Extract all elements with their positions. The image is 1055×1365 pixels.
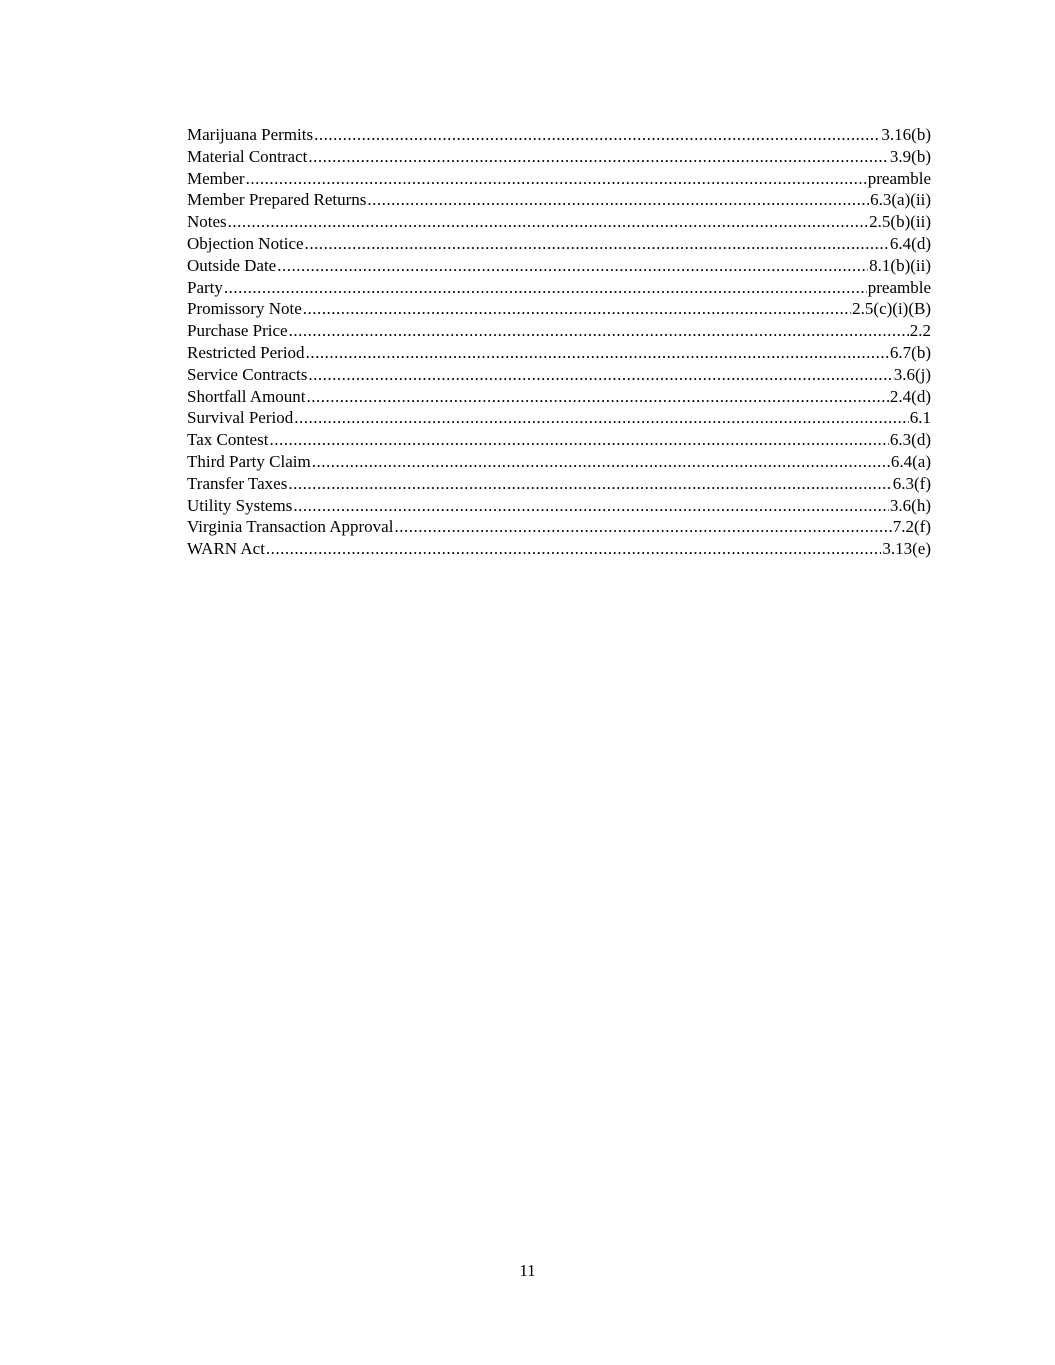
dot-leader: [367, 189, 869, 211]
index-section-ref: 3.16(b): [881, 125, 931, 144]
dot-leader: [308, 364, 892, 386]
index-term: Notes: [187, 212, 227, 232]
index-section-ref: 6.3(d): [889, 430, 931, 450]
index-entry: [187, 277, 931, 299]
index-term: Restricted Period: [187, 342, 305, 362]
dot-leader: [307, 386, 889, 408]
dot-leader: [277, 255, 868, 277]
index-term: Marijuana Permits: [187, 125, 314, 144]
index-section-ref: 6.4(d): [889, 233, 931, 253]
index-term: Member: [187, 168, 245, 188]
index-term: Survival Period: [187, 408, 294, 428]
index-entry: [187, 146, 931, 168]
index-term: Outside Date: [187, 255, 277, 275]
index-section-ref: 3.6(h): [889, 495, 931, 515]
dot-leader: [306, 342, 889, 364]
index-section-ref: 6.3(a)(ii): [870, 190, 931, 210]
index-entry: [187, 124, 931, 146]
dot-leader: [266, 538, 881, 560]
index-entry: [187, 189, 931, 211]
dot-leader: [394, 516, 891, 538]
index-section-ref: 2.5(b)(ii): [869, 212, 931, 232]
defined-terms-index: [187, 124, 931, 560]
index-section-ref: 2.5(c)(i)(B): [852, 299, 931, 319]
index-entry: [187, 168, 931, 190]
index-section-ref: preamble: [867, 168, 931, 188]
dot-leader: [294, 407, 909, 429]
index-section-ref: 6.3(f): [892, 473, 931, 493]
index-entry: [187, 386, 931, 408]
dot-leader: [269, 429, 888, 451]
dot-leader: [303, 298, 851, 320]
dot-leader: [224, 277, 867, 299]
index-section-ref: 7.2(f): [892, 517, 931, 537]
dot-leader: [312, 451, 890, 473]
index-section-ref: 3.9(b): [889, 146, 931, 166]
index-section-ref: preamble: [867, 277, 931, 297]
index-term: Service Contracts: [187, 364, 308, 384]
index-term: Objection Notice: [187, 233, 304, 253]
dot-leader: [288, 473, 891, 495]
index-section-ref: 6.4(a): [890, 451, 931, 471]
index-entry: [187, 211, 931, 233]
index-term: Purchase Price: [187, 321, 288, 341]
index-section-ref: 2.2: [909, 321, 931, 341]
index-entry: [187, 320, 931, 342]
index-term: Member Prepared Returns: [187, 190, 367, 210]
dot-leader: [246, 168, 867, 190]
dot-leader: [228, 211, 868, 233]
index-term: WARN Act: [187, 539, 265, 559]
index-term: Promissory Note: [187, 299, 302, 319]
dot-leader: [293, 495, 889, 517]
index-entry: [187, 255, 931, 277]
index-term: Party: [187, 277, 223, 297]
index-term: Material Contract: [187, 146, 308, 166]
index-entry: [187, 407, 931, 429]
index-entry: [187, 473, 931, 495]
dot-leader: [314, 124, 880, 146]
index-entry: [187, 233, 931, 255]
index-entry: [187, 298, 931, 320]
index-section-ref: 3.6(j): [893, 364, 931, 384]
index-entry: [187, 342, 931, 364]
index-entry: [187, 451, 931, 473]
index-term: Third Party Claim: [187, 451, 311, 471]
index-term: Tax Contest: [187, 430, 269, 450]
index-term: Shortfall Amount: [187, 386, 306, 406]
index-entry: [187, 516, 931, 538]
dot-leader: [289, 320, 909, 342]
dot-leader: [305, 233, 889, 255]
index-section-ref: 8.1(b)(ii): [869, 255, 931, 275]
index-entry: [187, 538, 931, 560]
dot-leader: [308, 146, 889, 168]
index-section-ref: 6.1: [909, 408, 931, 428]
index-term: Utility Systems: [187, 495, 293, 515]
page-number: 11: [519, 1261, 536, 1280]
index-entry: [187, 495, 931, 517]
index-section-ref: 2.4(d): [889, 386, 931, 406]
index-entry: [187, 364, 931, 386]
index-term: Virginia Transaction Approval: [187, 517, 394, 537]
index-section-ref: 3.13(e): [882, 539, 931, 559]
index-section-ref: 6.7(b): [889, 342, 931, 362]
index-entry: [187, 429, 931, 451]
index-term: Transfer Taxes: [187, 473, 288, 493]
